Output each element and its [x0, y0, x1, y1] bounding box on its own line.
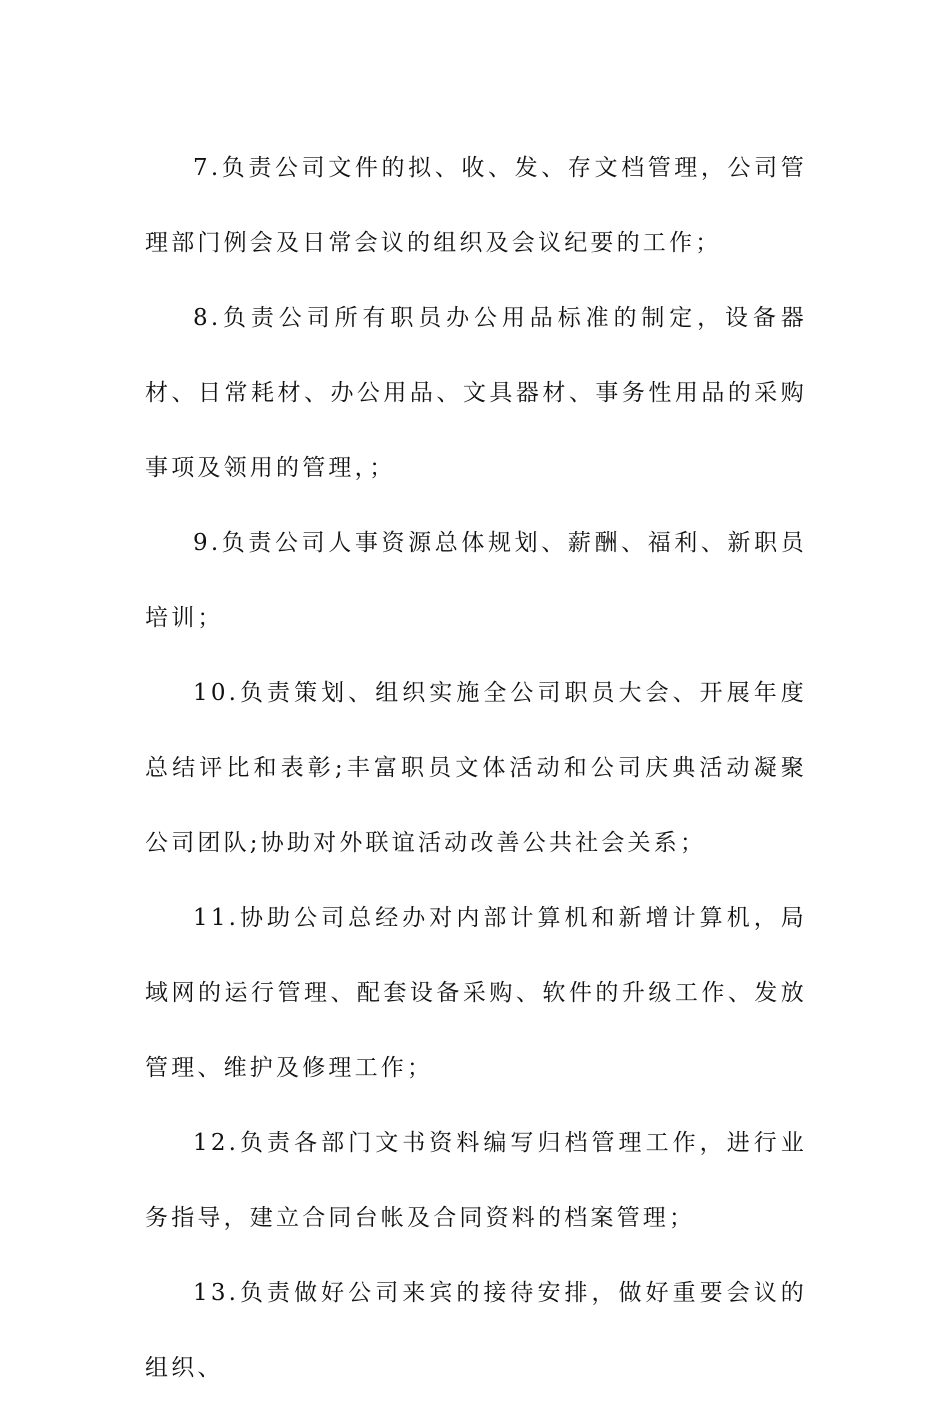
paragraph-item-12: 12.负责各部门文书资料编写归档管理工作，进行业务指导，建立合同台帐及合同资料的档案管理； — [145, 1130, 807, 1231]
paragraph-item-13: 13.负责做好公司来宾的接待安排，做好重要会议的组织、 — [145, 1280, 807, 1381]
paragraph-item-7: 7.负责公司文件的拟、收、发、存文档管理，公司管理部门例会及日常会议的组织及会议纪要的工作； — [145, 155, 807, 256]
paragraph-item-11: 11.协助公司总经办对内部计算机和新增计算机，局域网的运行管理、配套设备采购、软件的升级工作、发放管理、维护及修理工作； — [145, 905, 807, 1081]
paragraph-item-8: 8.负责公司所有职员办公用品标准的制定，设备器材、日常耗材、办公用品、文具器材、事务性用品的采购事项及领用的管理，； — [145, 305, 807, 481]
paragraph-item-9: 9.负责公司人事资源总体规划、薪酬、福利、新职员培训； — [145, 530, 807, 631]
document-body — [145, 131, 807, 1406]
paragraph-item-10: 10.负责策划、组织实施全公司职员大会、开展年度总结评比和表彰;丰富职员文体活动和公司庆典活动凝聚公司团队;协助对外联谊活动改善公共社会关系； — [145, 680, 807, 856]
